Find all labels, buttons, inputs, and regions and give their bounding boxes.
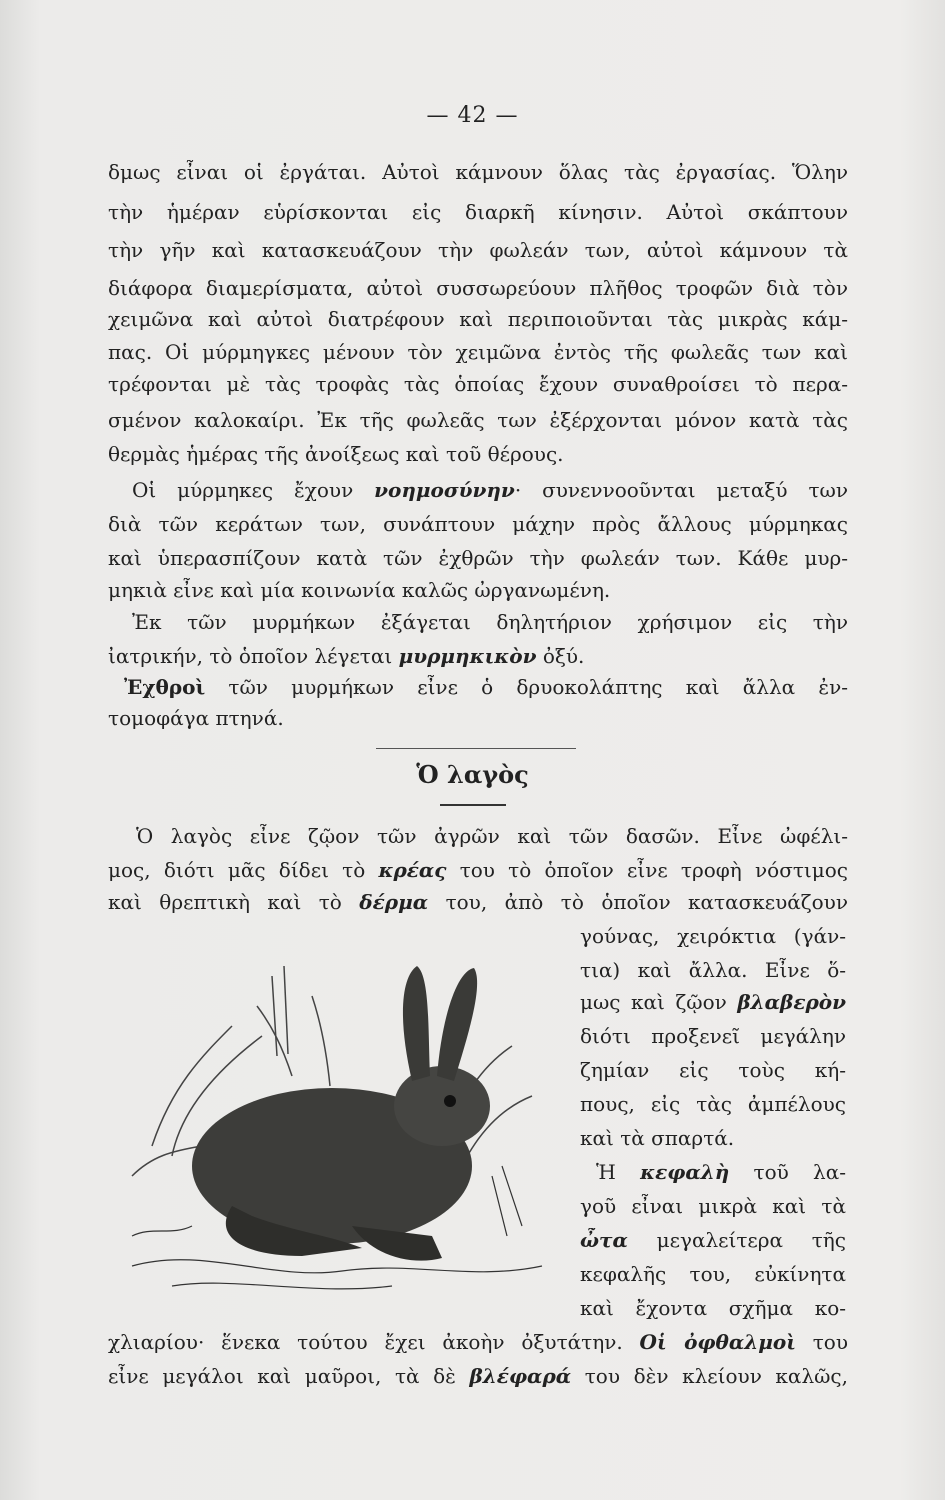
text-line: πας. Οἱ μύρμηγκες μένουν τὸν χειμῶνα ἐντὸς τῆς φωλεᾶς των καὶ (108, 340, 848, 364)
text-line: πους, εἰς τὰς ἀμπέλους (580, 1092, 846, 1116)
emphasis-term: μυρμηκικὸν (398, 644, 537, 668)
text-run: του (812, 1330, 848, 1354)
text-line: γοῦ εἶναι μικρὰ καὶ τὰ (580, 1194, 846, 1218)
text-line (580, 1228, 846, 1258)
emphasis-term: Οἱ ὀφθαλμοὶ (639, 1330, 796, 1354)
text-line: διότι προξενεῖ μεγάλην (580, 1024, 846, 1048)
text-run: τοῦ λα- (753, 1160, 846, 1184)
text-line: ζημίαν εἰς τοὺς κή- (580, 1058, 846, 1082)
page-number: — 42 — (426, 103, 519, 128)
text-run: ὀξύ. (542, 644, 585, 668)
hare-body (192, 966, 490, 1261)
text-run: μως καὶ ζῷον (580, 990, 727, 1014)
hare-illustration (112, 936, 552, 1316)
text-line: δμως εἶναι οἱ ἐργάται. Αὐτοὶ κάμνουν ὅλας τὰς ἐργασίας. Ὅλην (108, 160, 848, 184)
text-line: μηκιὰ εἶνε καὶ μία κοινωνία καλῶς ὠργανωμένη. (108, 578, 611, 602)
emphasis-term: δέρμα (359, 890, 429, 914)
text-line (596, 1160, 846, 1190)
title-underline (440, 804, 506, 806)
text-run: Ἡ (596, 1160, 616, 1184)
emphasis-term: κρέας (378, 858, 447, 882)
text-line: σμένον καλοκαίρι. Ἐκ τῆς φωλεᾶς των ἐξέρχονται μόνον κατὰ τὰς (108, 408, 848, 432)
text-run: ἰατρικήν, τὸ ὁποῖον λέγεται (108, 644, 393, 668)
text-run: μεγαλείτερα τῆς (656, 1228, 846, 1252)
text-line: διὰ τῶν κεράτων των, συνάπτουν μάχην πρὸς ἄλλους μύρμηκας (108, 512, 848, 536)
text-run: του, ἀπὸ τὸ ὁποῖον κατασκευάζουν (445, 890, 848, 914)
section-divider (376, 748, 576, 749)
text-line: κεφαλῆς του, εὐκίνητα (580, 1262, 846, 1286)
text-run: τῶν μυρμήκων εἶνε ὁ δρυοκολάπτης καὶ ἄλλα ἐν- (228, 675, 848, 699)
text-run: του δὲν κλείουν καλῶς, (584, 1364, 848, 1388)
text-line: Ἐκ τῶν μυρμήκων ἐξάγεται δηλητήριον χρήσιμον εἰς τὴν (132, 610, 848, 634)
text-line: καὶ τὰ σπαρτά. (580, 1126, 735, 1150)
text-line: διάφορα διαμερίσματα, αὐτοὶ συσσωρεύουν πλῆθος τροφῶν διὰ τὸν (108, 276, 848, 300)
text-line (108, 858, 848, 888)
text-line (108, 644, 848, 674)
text-line (108, 1330, 848, 1360)
emphasis-term: κεφαλὴ (640, 1160, 730, 1184)
text-run: χλιαρίου· ἕνεκα τούτου ἔχει ἀκοὴν ὀξυτάτην. (108, 1330, 623, 1354)
text-run: εἶνε μεγάλοι καὶ μαῦροι, τὰ δὲ (108, 1364, 456, 1388)
text-line (108, 890, 848, 920)
text-run: του τὸ ὁποῖον εἶνε τροφὴ νόστιμος (459, 858, 848, 882)
text-line: τομοφάγα πτηνά. (108, 706, 284, 730)
text-line (132, 478, 848, 508)
text-run: μος, διότι μᾶς δίδει τὸ (108, 858, 366, 882)
emphasis-term: ὦτα (580, 1228, 628, 1252)
text-line: θερμὰς ἡμέρας τῆς ἀνοίξεως καὶ τοῦ θέρους. (108, 442, 564, 466)
text-line (124, 675, 848, 705)
text-line: γούνας, χειρόκτια (γάν- (580, 924, 846, 948)
text-line: τια) καὶ ἄλλα. Εἶνε ὅ- (580, 958, 846, 982)
text-run: · συνεννοοῦνται μεταξύ των (514, 478, 848, 502)
section-title: Ὁ λαγὸς (416, 760, 529, 789)
emphasis-term: βλέφαρά (469, 1364, 572, 1388)
text-line: τὴν ἡμέραν εὑρίσκονται εἰς διαρκῆ κίνησιν. Αὐτοὶ σκάπτουν (108, 200, 848, 224)
text-line: καὶ ὑπερασπίζουν κατὰ τῶν ἐχθρῶν τὴν φωλεάν των. Κάθε μυρ- (108, 546, 848, 570)
text-line: Ὁ λαγὸς εἶνε ζῷον τῶν ἀγρῶν καὶ τῶν δασῶν. Εἶνε ὠφέλι- (136, 824, 848, 848)
bold-term: Ἐχθροὶ (124, 675, 206, 699)
text-line: τὴν γῆν καὶ κατασκευάζουν τὴν φωλεάν των, αὐτοὶ κάμνουν τὰ (108, 238, 848, 262)
text-line: χειμῶνα καὶ αὐτοὶ διατρέφουν καὶ περιποιοῦνται τὰς μικρὰς κάμ- (108, 307, 848, 331)
text-line: καὶ ἔχοντα σχῆμα κο- (580, 1296, 846, 1320)
text-line (108, 1364, 848, 1394)
text-line (580, 990, 846, 1020)
text-line: τρέφονται μὲ τὰς τροφὰς τὰς ὁποίας ἔχουν συναθροίσει τὸ περα- (108, 372, 848, 396)
text-run: Οἱ μύρμηκες ἔχουν (132, 478, 354, 502)
emphasis-term: νοημοσύνην (374, 478, 515, 502)
text-run: καὶ θρεπτικὴ καὶ τὸ (108, 890, 342, 914)
emphasis-term: βλαβερὸν (737, 990, 846, 1014)
